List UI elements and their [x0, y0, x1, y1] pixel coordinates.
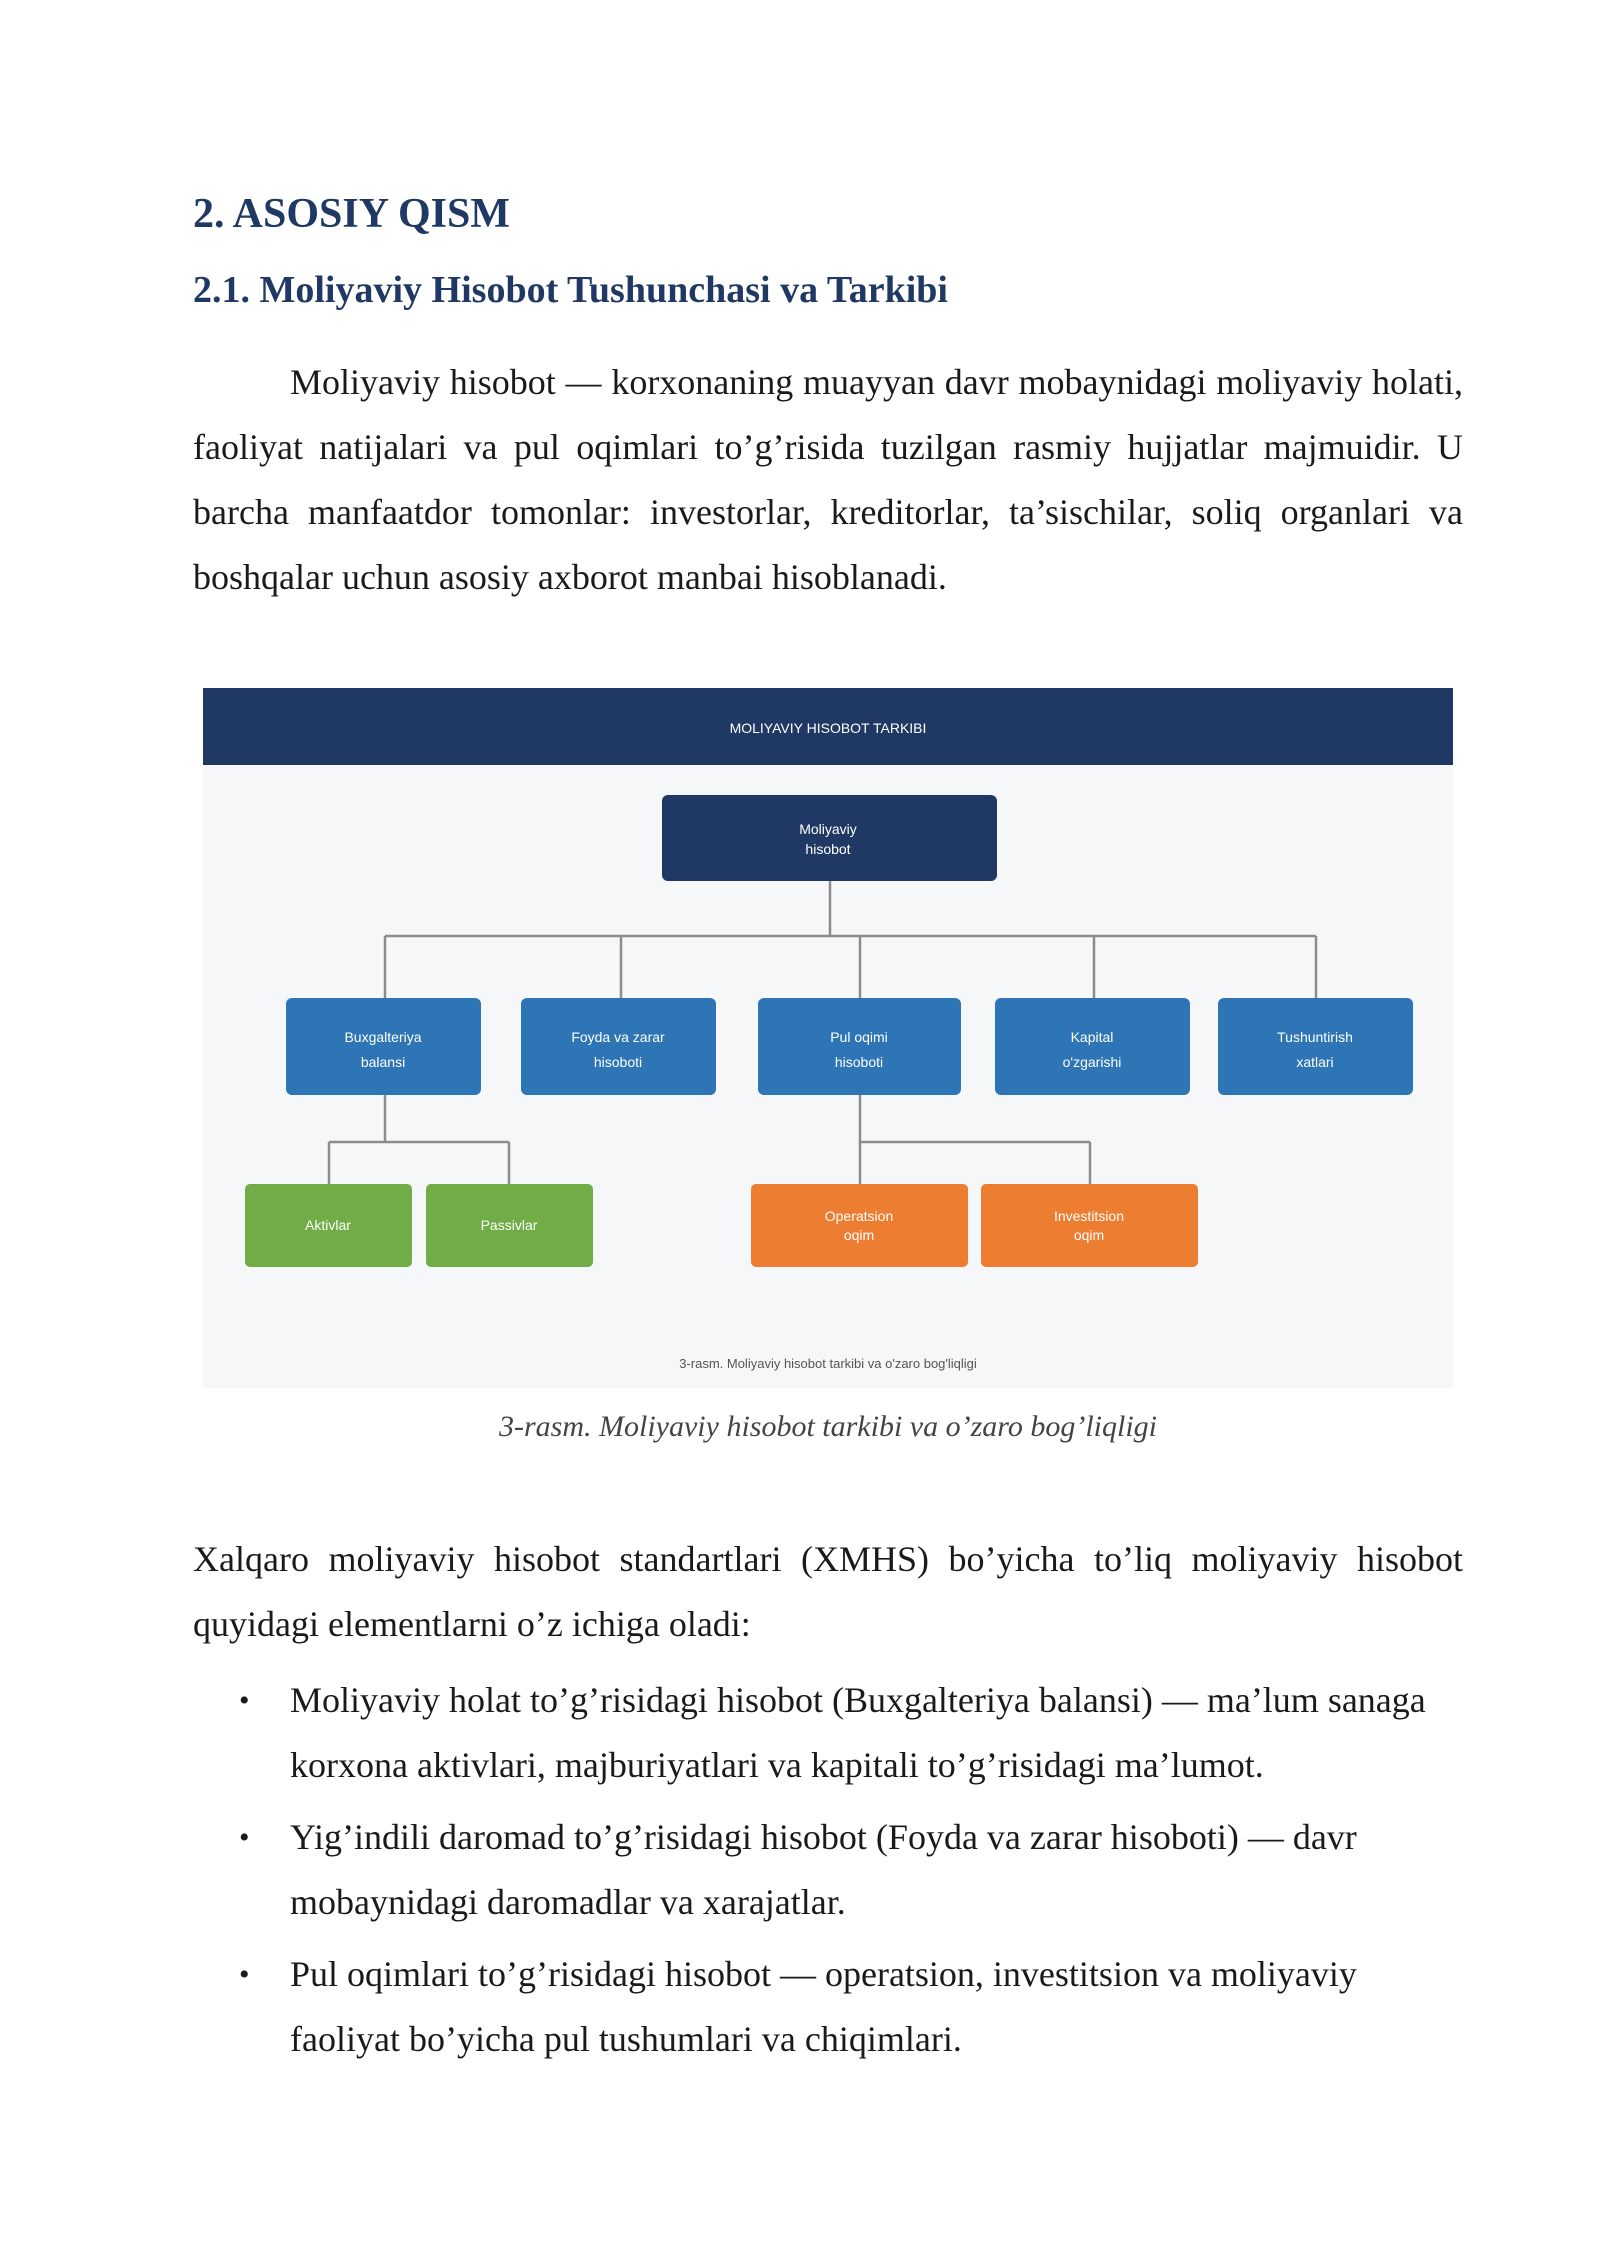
figure-caption: 3-rasm. Moliyaviy hisobot tarkibi va o’zaro bog’liqligi	[499, 1410, 1157, 1443]
svg-text:Tushuntirish: Tushuntirish	[1277, 1029, 1353, 1045]
svg-text:Operatsion: Operatsion	[824, 1208, 894, 1224]
svg-text:oqim: oqim	[1073, 1227, 1105, 1243]
node-buxgalteriya-balansi	[286, 998, 481, 1095]
structure-diagram	[203, 688, 1453, 1388]
node-passivlar	[426, 1184, 593, 1267]
svg-text:o'zgarishi: o'zgarishi	[1062, 1054, 1122, 1070]
list-item-text: Pul oqimlari to’g’risidagi hisobot — operatsion, investitsion va moliyaviy faoliyat bo’yicha pul tushumlari va chiqimlari.	[290, 1954, 1357, 2059]
node-operatsion-oqim	[751, 1184, 968, 1267]
node-tushuntirish-xatlari	[1218, 998, 1413, 1095]
svg-text:balansi: balansi	[360, 1054, 406, 1070]
svg-text:Aktivlar: Aktivlar	[305, 1217, 351, 1233]
root-node-moliyaviy-hisobot	[662, 795, 997, 881]
bullet-icon: •	[239, 1821, 250, 1854]
bullet-icon: •	[239, 1684, 250, 1717]
structure-diagram-figure	[203, 688, 1453, 1388]
svg-text:Passivlar: Passivlar	[480, 1217, 538, 1233]
svg-text:Investitsion: Investitsion	[1053, 1208, 1125, 1224]
svg-text:hisobot: hisobot	[805, 841, 851, 857]
svg-text:hisoboti: hisoboti	[834, 1054, 884, 1070]
svg-text:oqim: oqim	[843, 1227, 875, 1243]
node-investitsion-oqim	[981, 1184, 1198, 1267]
section-heading: 2. ASOSIY QISM	[193, 191, 511, 237]
node-aktivlar	[245, 1184, 412, 1267]
bullet-icon: •	[239, 1958, 250, 1991]
list-item	[193, 1668, 1463, 1798]
node-kapital-ozgarishi	[995, 998, 1190, 1095]
node-pul-oqimi-hisoboti	[758, 998, 961, 1095]
xmhs-paragraph: Xalqaro moliyaviy hisobot standartlari (XMHS) bo’yicha to’liq moliyaviy hisobot quyidagi elementlarni o’z ichiga oladi:	[193, 1539, 1463, 1644]
svg-text:Moliyaviy: Moliyaviy	[799, 821, 857, 837]
list-item	[193, 1942, 1463, 2072]
svg-text:Kapital: Kapital	[1070, 1029, 1114, 1045]
svg-text:xatlari: xatlari	[1296, 1054, 1334, 1070]
node-foyda-va-zarar-hisoboti	[521, 998, 716, 1095]
diagram-banner-title: MOLIYAVIY HISOBOT TARKIBI	[729, 720, 927, 736]
subsection-heading: 2.1. Moliyaviy Hisobot Tushunchasi va Tarkibi	[193, 269, 948, 311]
diagram-inner-caption: 3-rasm. Moliyaviy hisobot tarkibi va o'zaro bog'liqligi	[679, 1356, 977, 1371]
svg-text:Buxgalteriya: Buxgalteriya	[344, 1029, 422, 1045]
elements-list	[193, 1668, 1463, 2079]
list-item-text: Moliyaviy holat to’g’risidagi hisobot (Buxgalteriya balansi) — ma’lum sanaga korxona aktivlari, majburiyatlari va kapitali to’g’risidagi ma’lumot.	[290, 1680, 1426, 1785]
svg-text:Foyda va zarar: Foyda va zarar	[571, 1029, 665, 1045]
svg-text:Pul oqimi: Pul oqimi	[830, 1029, 888, 1045]
svg-text:hisoboti: hisoboti	[593, 1054, 643, 1070]
intro-paragraph: Moliyaviy hisobot — korxonaning muayyan davr mobaynidagi moliyaviy holati, faoliyat natijalari va pul oqimlari to’g’risida tuzilgan rasmiy hujjatlar majmuidir. U barcha manfaatdor tomonlar: investorlar, kreditorlar, ta’sischilar, soliq organlari va boshqalar uchun asosiy axborot manbai hisoblanadi.	[193, 362, 1463, 597]
list-item	[193, 1805, 1463, 1935]
list-item-text: Yig’indili daromad to’g’risidagi hisobot (Foyda va zarar hisoboti) — davr mobaynidagi daromadlar va xarajatlar.	[290, 1817, 1357, 1922]
